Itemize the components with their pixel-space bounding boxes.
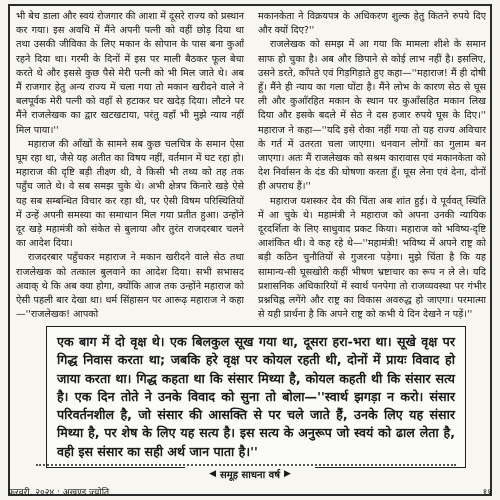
triangle-right-icon: ▶ bbox=[284, 469, 291, 479]
article-columns bbox=[16, 10, 486, 322]
right-paragraph-2: राजलेखक को समझ में आ गया कि मामला शीशे के समान साफ हो चुका है। अब और छिपाने से कोई लाभ नहीं है। इसलिए, उसने डरते, काँपते एवं गिड़गिड़ाते हुए कहा—''महाराज! मैं ही दोषी हूँ। मैंने ही न्याय का गला घोंटा है। मैंने लोभ के कारण सेठ से घूस ली और कुआँरहित मकान के स्थान पर कुआँसहित मकान लिख दिया और इसके बदले में सेठ ने दस हजार रुपये घूस के दिए।'' महाराज ने कहा—''यदि इसे रोका नहीं गया तो यह राज्य अविचार के गर्त में उतरता चला जाएगा। धनवान लोगों का गुलाम बन जाएगा। अतः मैं राजलेखक को सश्रम कारावास एवं मकानकेता को देश निर्वासन के दंड की घोषणा करता हूँ। घूस लेना एवं देना, दोनों ही अपराध हैं।'' bbox=[258, 39, 486, 193]
footer-banner bbox=[185, 466, 315, 482]
triangle-left-icon: ◀ bbox=[209, 469, 216, 479]
left-paragraph-3: राजदरबार पहुँचकर महाराज ने मकान खरीदने वाले सेठ तथा राजलेखक को तत्काल बुलवाने का आदेश दिया। सभी सभासद अवाक् थे कि अब क्या होगा, क्योंकि आज तक उन्होंने महाराज को ऐसी पहली बार देखा था। धर्म सिंहासन पर आरूढ़ महाराज ने कहा—''राजलेखक! आपको bbox=[16, 252, 244, 321]
left-paragraph-1: भी बेच डाला और स्वयं रोजगार की आशा में दूसरे राज्य को प्रस्थान कर गया। इस अवधि में मैंने अपनी पत्नी को वहीं छोड़ दिया था तथा उसकी जीविका के लिए मकान के सोपान के पास बना कुआँ रहने दिया था। गरमी के दिनों में इस पर माली बैठकर फूल बेचा करते थे और इससे कुछ पैसे मेरी पत्नी को भी मिल जाते थे। अब मैं राजगार हेतु अन्य राज्य में चला गया तो मकान खरीदने वाले ने बलपूर्वक मेरी पत्नी को वहाँ से हटाकर घर खदेड़ दिया। लौटने पर मैंने राजलेखक का द्वार खटखटाया, परंतु वहाँ भी मुझे न्याय नहीं मिल पाया।'' bbox=[16, 11, 244, 136]
left-paragraph-2: महाराज की आँखों के सामने सब कुछ चलचित्र के समान ऐसा घूम रहा था, जैसे यह अतीत का विषय नहीं, वर्तमान में घट रहा हो। महाराज की दृष्टि बड़ी तीक्ष्ण थी, वे किसी भी तथ्य को तह तक पहुँच जाते थे। वे सब समझ चुके थे। अभी क्षेत्रप किनारे खड़े ऐसे यह सब सम्बन्धित विचार कर रहा थी, पर ऐसी विषम परिस्थितियों में उन्हें अपनी समस्या का समाधान मिल गया प्रतीत हुआ। उन्होंने दूर खड़े महामंत्री को संकेत से बुलाया और तुरंत राजदरबार चलने का आदेश दिया। bbox=[16, 138, 244, 250]
parable-text: एक बाग में दो वृक्ष थे। एक बिलकुल सूख गया था, दूसरा हरा-भरा था। सूखे वृक्ष पर गिद्ध निवास करता था; जबकि हरे वृक्ष पर कोयल रहती थी, दोनों में प्रायः विवाद हो जाया करता था। गिद्ध कहता था कि संसार मिथ्या है, कोयल कहती थी कि संसार सत्य है। एक दिन तोते ने उनके विवाद को सुना तो बोला—''स्वार्थ झगड़ा न करो। संसार परिवर्तनशील है, जो संसार की आसक्ति से पर चले जाते हैं, उनके लिए यह संसार मिथ्या है, पर शेष के लिए यह सत्य है। इस सत्य के अनुरूप जो स्वयं को ढाल लेता है, वही इस संसार का सही अर्थ जान पाता है।'' bbox=[57, 334, 455, 459]
right-column bbox=[258, 10, 486, 322]
right-paragraph-1: मकानकेता ने विक्रयपत्र के अधिकरण शुल्क हेतु कितने रुपये दिए और क्यों दिए?'' bbox=[258, 11, 486, 37]
page-number: ११ bbox=[482, 487, 492, 498]
issue-info: फरवरी, २०२४ : अखण्ड ज्योति bbox=[8, 487, 110, 498]
banner-text: समूह साधना वर्ष bbox=[220, 470, 280, 481]
right-paragraph-3: महाराज यशस्कर देव की चिंता अब शांत हुई। वे पूर्ववत् स्थिति में आ चुके थे। महामंत्री ने महाराज को अपना उनकी न्यायिक दूरदर्शिता के लिए साधुवाद प्रकट किया। महाराज को भविष्य-दृष्टि आशंकित थी। वे कह रहे थे—''महामंत्री! भविष्य में अपने राष्ट्र को बड़ी कठिन चुनौतियों से गुजरना पड़ेगा। मुझे चिंता है कि यह सामान्य-सी घूसखोरी कहीं भीषण भ्रष्टाचार का रूप न ले ले। यदि प्रशासनिक अधिकारियों में स्वार्थ पनपेगा तो राजव्यवस्था पर गंभीर प्रश्नचिह्न लगेंगे और राष्ट्र का विकास अवरुद्ध हो जाएगा। परमात्मा से यही प्रार्थना है कि अपने राष्ट्र को कभी ये दिन देखने न पड़ें।'' bbox=[258, 195, 486, 321]
left-column bbox=[16, 10, 244, 322]
page-footer bbox=[8, 485, 492, 497]
parable-box bbox=[46, 326, 466, 468]
magazine-page bbox=[8, 4, 492, 496]
